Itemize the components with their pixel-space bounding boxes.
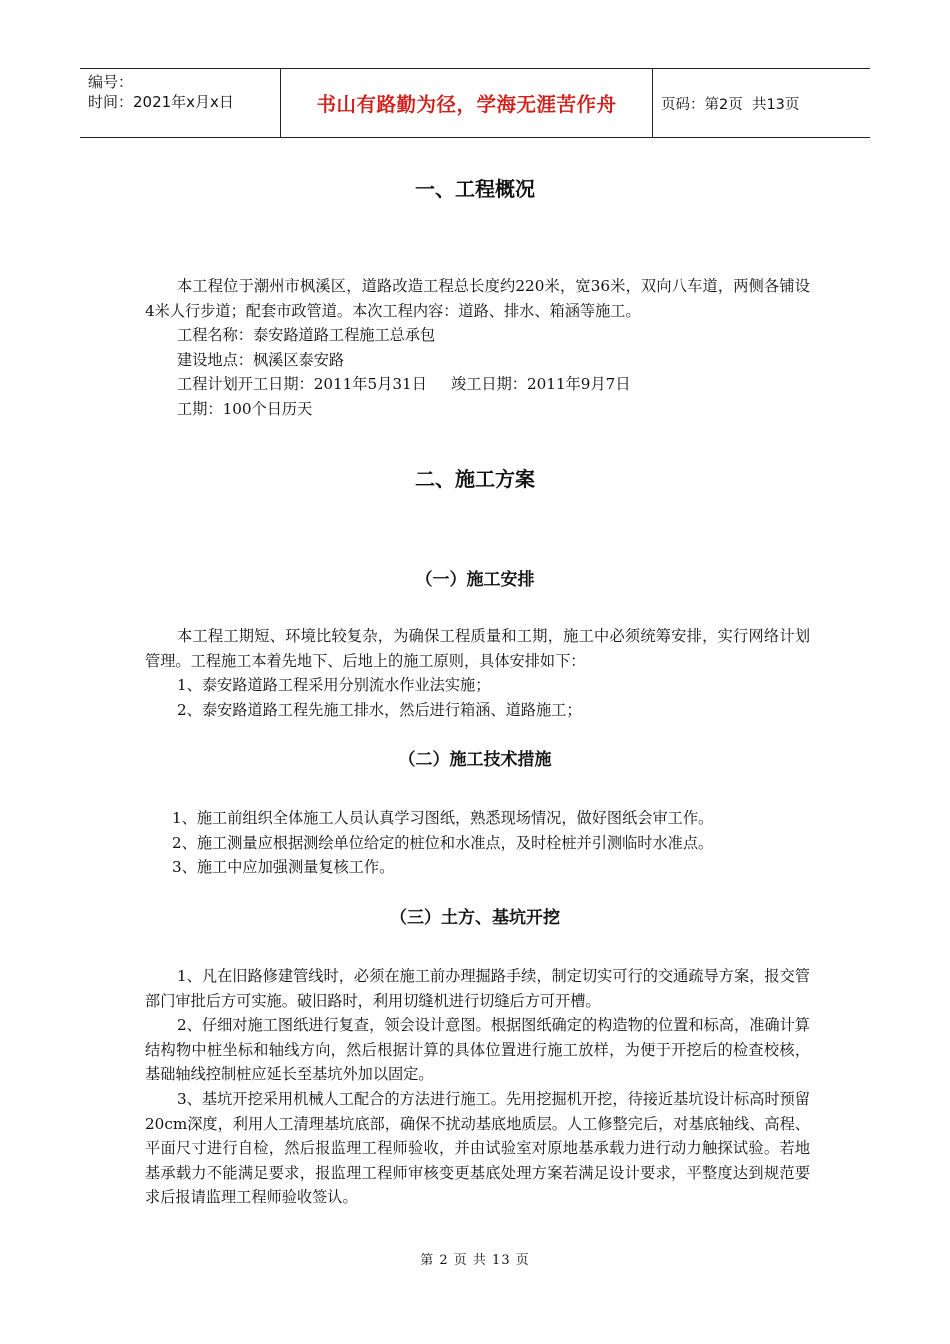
overview-paragraph: 本工程位于潮州市枫溪区，道路改造工程总长度约220米，宽36米，双向八车道，两侧各铺设4米人行步道；配套市政管道。本次工程内容：道路、排水、箱涵等施工。 [145,277,810,320]
footer-page-number: 第 2 页 共 13 页 [420,1253,530,1268]
project-name: 工程名称：泰安路道路工程施工总承包 [177,326,436,344]
excavation-paragraph-1: 1、凡在旧路修建管线时，必须在施工前办理掘路手续，制定切实可行的交通疏导方案，报交管部门审批后方可实施。破旧路时，利用切缝机进行切缝后方可开槽。 [145,967,810,1010]
arrangement-item-2: 2、泰安路道路工程先施工排水，然后进行箱涵、道路施工； [177,701,582,719]
arrangement-paragraph: 本工程工期短、环境比较复杂，为确保工程质量和工期，施工中必须统筹安排，实行网络计划管理。工程施工本着先地下、后地上的施工原则，具体安排如下： [145,627,810,670]
header-motto: 书山有路勤为径，学海无涯苦作舟 [280,69,653,137]
subsection-title-excavation: （三）土方、基坑开挖 [390,908,560,928]
section-title-plan: 二、施工方案 [415,467,535,491]
tech-measure-1: 1、施工前组织全体施工人员认真学习图纸，熟悉现场情况，做好图纸会审工作。 [172,809,714,827]
project-duration: 工期：100个日历天 [177,400,313,418]
subsection-title-arrangement: （一）施工安排 [415,570,535,590]
subsection-title-tech-measures: （二）施工技术措施 [398,750,552,770]
section-title-overview: 一、工程概况 [415,177,535,201]
arrangement-item-1: 1、泰安路道路工程采用分别流水作业法实施； [177,676,491,694]
doc-time-label: 时间：2021年x月x日 [88,93,234,111]
excavation-paragraph-2: 2、仔细对施工图纸进行复查，领会设计意图。根据图纸确定的构造物的位置和标高，准确计算结构物中桩坐标和轴线方向，然后根据计算的具体位置进行施工放样，为便于开挖后的检查校核，基础轴线控制桩应延长至基坑外加以固定。 [145,1016,810,1084]
doc-number-label: 编号： [88,73,134,91]
header-meta [80,69,280,137]
tech-measure-3: 3、施工中应加强测量复核工作。 [172,858,395,876]
page-info-text: 页码：第2页 共13页 [661,96,800,113]
project-dates: 工程计划开工日期：2011年5月31日 竣工日期：2011年9月7日 [177,375,631,393]
tech-measure-2: 2、施工测量应根据测绘单位给定的桩位和水准点，及时栓桩并引测临时水准点。 [172,834,714,852]
project-location: 建设地点：枫溪区泰安路 [177,351,345,369]
header-page-info [653,69,870,137]
excavation-paragraph-3: 3、基坑开挖采用机械人工配合的方法进行施工。先用挖掘机开挖，待接近基坑设计标高时预留20cm深度，利用人工清理基坑底部，确保不扰动基底地质层。人工修整完后，对基底轴线、高程、平面尺寸进行自检，然后报监理工程师验收，并由试验室对原地基承载力进行动力触探试验。若地基承载力不能满足要求，报监理工程师审核变更基底处理方案若满足设计要求，平整度达到规范要求后报请监理工程师验收签认。 [145,1090,810,1207]
page-footer [0,1249,950,1268]
page-header [80,68,870,138]
